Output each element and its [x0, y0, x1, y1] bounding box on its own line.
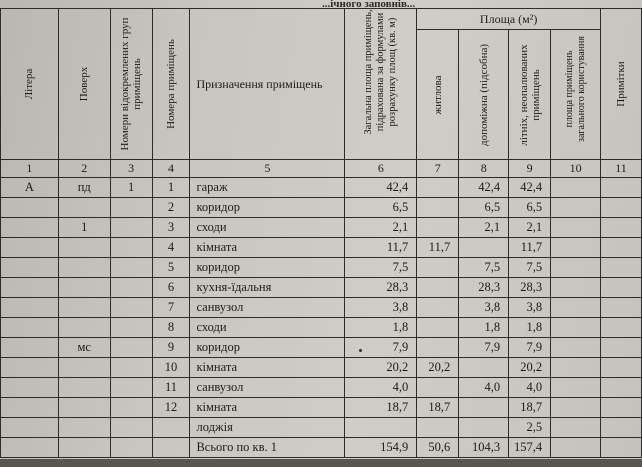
cell-aux-area: 28,3: [459, 278, 509, 298]
cell-litera: [1, 418, 59, 438]
cell-notes: [601, 398, 642, 418]
cell-room-no: 8: [152, 318, 190, 338]
cell-room-no: 12: [152, 398, 190, 418]
cell-notes: [601, 378, 642, 398]
cell-common-area: [551, 218, 601, 238]
cell-living-area: [417, 378, 459, 398]
cell-summer-area: 7,9: [509, 338, 551, 358]
column-number: 10: [551, 160, 601, 178]
cell-notes: [601, 318, 642, 338]
cell-total-area: 154,9: [345, 438, 417, 458]
cell-group: [110, 378, 152, 398]
cell-common-area: [551, 258, 601, 278]
cell-group: [110, 198, 152, 218]
cell-notes: [601, 418, 642, 438]
column-number: 5: [190, 160, 345, 178]
column-number: 9: [509, 160, 551, 178]
cell-living-area: [417, 298, 459, 318]
column-number: 2: [58, 160, 110, 178]
cell-purpose: кімната: [190, 398, 345, 418]
cell-common-area: [551, 278, 601, 298]
cell-aux-area: 104,3: [459, 438, 509, 458]
cell-purpose: сходи: [190, 218, 345, 238]
cell-purpose: санвузол: [190, 298, 345, 318]
cell-living-area: [417, 318, 459, 338]
table-row: [1, 298, 642, 318]
cell-purpose: коридор: [190, 338, 345, 358]
cell-common-area: [551, 418, 601, 438]
rooms-table: [0, 8, 642, 458]
cell-poverkh: [58, 418, 110, 438]
cell-purpose: кімната: [190, 238, 345, 258]
cell-total-area: 7,9: [345, 338, 417, 358]
cell-group: [110, 278, 152, 298]
cell-summer-area: 28,3: [509, 278, 551, 298]
cell-litera: А: [1, 178, 59, 198]
cell-litera: [1, 198, 59, 218]
cell-poverkh: [58, 438, 110, 458]
table-row: [1, 378, 642, 398]
cell-litera: [1, 318, 59, 338]
cell-group: [110, 418, 152, 438]
column-number-row: [1, 160, 642, 178]
cell-common-area: [551, 438, 601, 458]
cell-room-no: 7: [152, 298, 190, 318]
cell-notes: [601, 358, 642, 378]
cell-summer-area: 2,1: [509, 218, 551, 238]
col-poverkh-header: Поверх: [58, 9, 110, 160]
cell-living-area: [417, 218, 459, 238]
cell-total-area: 7,5: [345, 258, 417, 278]
cell-summer-area: 2,5: [509, 418, 551, 438]
cell-common-area: [551, 178, 601, 198]
cell-summer-area: 3,8: [509, 298, 551, 318]
cell-purpose: кухня-їдальня: [190, 278, 345, 298]
cell-poverkh: [58, 258, 110, 278]
cell-total-area: 18,7: [345, 398, 417, 418]
cell-summer-area: 6,5: [509, 198, 551, 218]
table-row: [1, 218, 642, 238]
cell-total-area: 20,2: [345, 358, 417, 378]
cell-notes: [601, 258, 642, 278]
cell-purpose: сходи: [190, 318, 345, 338]
cell-summer-area: 11,7: [509, 238, 551, 258]
cell-common-area: [551, 198, 601, 218]
cell-aux-area: [459, 358, 509, 378]
cell-living-area: [417, 418, 459, 438]
cell-room-no: 11: [152, 378, 190, 398]
cell-room-no: 3: [152, 218, 190, 238]
cell-group: [110, 358, 152, 378]
cell-aux-area: 1,8: [459, 318, 509, 338]
cell-group: [110, 298, 152, 318]
cell-summer-area: 42,4: [509, 178, 551, 198]
table-row: [1, 418, 642, 438]
cell-aux-area: 2,1: [459, 218, 509, 238]
cell-room-no: [152, 418, 190, 438]
cell-group: [110, 318, 152, 338]
cell-room-no: 5: [152, 258, 190, 278]
cell-litera: [1, 278, 59, 298]
cell-room-no: 9: [152, 338, 190, 358]
cell-poverkh: [58, 238, 110, 258]
cell-group: [110, 218, 152, 238]
cell-aux-area: 6,5: [459, 198, 509, 218]
cell-purpose: коридор: [190, 198, 345, 218]
cell-common-area: [551, 238, 601, 258]
cell-aux-area: [459, 418, 509, 438]
column-number: 1: [1, 160, 59, 178]
table-row: [1, 438, 642, 458]
cell-room-no: [152, 438, 190, 458]
cell-litera: [1, 358, 59, 378]
column-number: 11: [601, 160, 642, 178]
table-row: [1, 198, 642, 218]
cell-room-no: 6: [152, 278, 190, 298]
cell-notes: [601, 178, 642, 198]
cell-poverkh: [58, 278, 110, 298]
cell-poverkh: 1: [58, 218, 110, 238]
cell-poverkh: [58, 198, 110, 218]
column-number: 4: [152, 160, 190, 178]
cell-poverkh: пд: [58, 178, 110, 198]
cell-purpose: кімната: [190, 358, 345, 378]
cell-living-area: [417, 338, 459, 358]
cell-common-area: [551, 338, 601, 358]
col-total-area-header: Загальна площа приміщень, підрахована за формулами розрахунку площ (кв. м): [345, 9, 417, 160]
scan-edge: [0, 459, 642, 467]
column-number: 7: [417, 160, 459, 178]
col-groups-header: Номери відокремлених груп приміщень: [110, 9, 152, 160]
cell-purpose: Всього по кв. 1: [190, 438, 345, 458]
cell-notes: [601, 218, 642, 238]
cell-living-area: 18,7: [417, 398, 459, 418]
cell-total-area: 42,4: [345, 178, 417, 198]
cell-notes: [601, 278, 642, 298]
cell-room-no: 2: [152, 198, 190, 218]
cell-litera: [1, 378, 59, 398]
cell-purpose: санвузол: [190, 378, 345, 398]
cell-total-area: 28,3: [345, 278, 417, 298]
cell-common-area: [551, 398, 601, 418]
table-row: [1, 278, 642, 298]
cell-total-area: 6,5: [345, 198, 417, 218]
cell-aux-area: [459, 398, 509, 418]
cell-living-area: 20,2: [417, 358, 459, 378]
column-number: 8: [459, 160, 509, 178]
cell-poverkh: [58, 378, 110, 398]
cell-living-area: [417, 178, 459, 198]
cell-litera: [1, 338, 59, 358]
cell-summer-area: 20,2: [509, 358, 551, 378]
cell-common-area: [551, 378, 601, 398]
table-row: [1, 258, 642, 278]
cell-living-area: [417, 278, 459, 298]
col-litera-header: Літера: [1, 9, 59, 160]
cell-total-area: 11,7: [345, 238, 417, 258]
table-row: [1, 238, 642, 258]
pencil-mark: [359, 349, 362, 352]
cell-aux-area: [459, 238, 509, 258]
column-number: 3: [110, 160, 152, 178]
cell-poverkh: [58, 358, 110, 378]
cell-purpose: гараж: [190, 178, 345, 198]
cell-summer-area: 18,7: [509, 398, 551, 418]
cell-group: [110, 398, 152, 418]
cell-aux-area: 7,5: [459, 258, 509, 278]
cell-living-area: [417, 258, 459, 278]
cell-litera: [1, 398, 59, 418]
cell-litera: [1, 238, 59, 258]
cell-total-area: 2,1: [345, 218, 417, 238]
cell-total-area: 3,8: [345, 298, 417, 318]
cell-common-area: [551, 358, 601, 378]
cell-notes: [601, 198, 642, 218]
header-strip: ...ічного заповнів...: [322, 0, 416, 9]
cell-notes: [601, 238, 642, 258]
cell-notes: [601, 338, 642, 358]
cell-litera: [1, 438, 59, 458]
cell-poverkh: [58, 318, 110, 338]
cell-living-area: 11,7: [417, 238, 459, 258]
cell-group: [110, 258, 152, 278]
cell-notes: [601, 438, 642, 458]
cell-common-area: [551, 298, 601, 318]
cell-group: [110, 338, 152, 358]
cell-total-area: [345, 418, 417, 438]
cell-total-area: 1,8: [345, 318, 417, 338]
col-notes-header: Примітки: [601, 9, 642, 160]
col-common-header: площа приміщень загального користування: [551, 30, 601, 160]
cell-aux-area: 4,0: [459, 378, 509, 398]
header-row: [1, 9, 642, 30]
col-living-header: житлова: [417, 30, 459, 160]
table-row: [1, 338, 642, 358]
cell-poverkh: [58, 398, 110, 418]
col-auxiliary-header: допоміжна (підсобна): [459, 30, 509, 160]
table-row: [1, 398, 642, 418]
cell-litera: [1, 258, 59, 278]
column-number: 6: [345, 160, 417, 178]
col-summer-header: літніх, неопалюваних приміщень: [509, 30, 551, 160]
cell-notes: [601, 298, 642, 318]
cell-group: 1: [110, 178, 152, 198]
cell-poverkh: мс: [58, 338, 110, 358]
cell-litera: [1, 298, 59, 318]
cell-common-area: [551, 318, 601, 338]
cell-living-area: [417, 198, 459, 218]
cell-litera: [1, 218, 59, 238]
col-purpose-header: Призначення приміщень: [190, 9, 345, 160]
cell-summer-area: 4,0: [509, 378, 551, 398]
cell-room-no: 1: [152, 178, 190, 198]
cell-summer-area: 157,4: [509, 438, 551, 458]
table-row: [1, 358, 642, 378]
cell-aux-area: 7,9: [459, 338, 509, 358]
cell-group: [110, 438, 152, 458]
cell-group: [110, 238, 152, 258]
cell-aux-area: 3,8: [459, 298, 509, 318]
col-room-no-header: Номера приміщень: [152, 9, 190, 160]
cell-living-area: 50,6: [417, 438, 459, 458]
area-group-header: Площа (м²): [417, 9, 601, 30]
cell-total-area: 4,0: [345, 378, 417, 398]
cell-summer-area: 7,5: [509, 258, 551, 278]
cell-purpose: коридор: [190, 258, 345, 278]
table-row: [1, 318, 642, 338]
table-row: [1, 178, 642, 198]
cell-purpose: лоджія: [190, 418, 345, 438]
cell-room-no: 10: [152, 358, 190, 378]
cell-room-no: 4: [152, 238, 190, 258]
cell-poverkh: [58, 298, 110, 318]
cell-aux-area: 42,4: [459, 178, 509, 198]
cell-summer-area: 1,8: [509, 318, 551, 338]
